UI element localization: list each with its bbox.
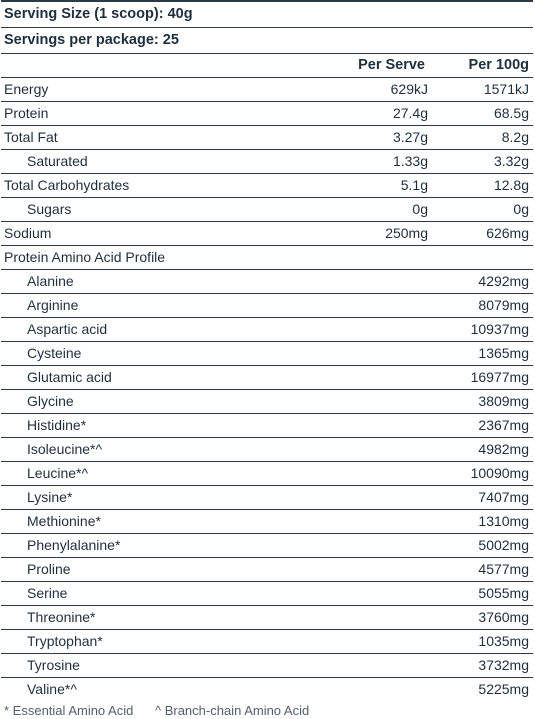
amino-acid-name: Proline <box>27 561 71 577</box>
nutrient-name: Sodium <box>4 225 52 241</box>
amino-acid-value: 4292mg <box>478 273 529 289</box>
amino-acid-name: Tyrosine <box>27 657 80 673</box>
amino-acid-row <box>1 438 533 462</box>
amino-acid-row <box>1 294 533 318</box>
per-100g-value: 1571kJ <box>483 81 529 97</box>
per-100g-value: 68.5g <box>493 105 529 121</box>
amino-acid-value: 5225mg <box>478 681 529 697</box>
nutrient-name: Energy <box>4 81 49 97</box>
amino-header-row <box>1 246 533 270</box>
amino-acid-value: 8079mg <box>478 297 529 313</box>
nutrient-row <box>1 198 533 222</box>
amino-acid-row <box>1 270 533 294</box>
amino-acid-value: 7407mg <box>478 489 529 505</box>
nutrient-name: Total Fat <box>4 129 58 145</box>
amino-acid-value: 10937mg <box>470 321 529 337</box>
amino-acid-value: 4982mg <box>478 441 529 457</box>
amino-acid-row <box>1 366 533 390</box>
amino-acid-name: Tryptophan* <box>27 633 103 649</box>
amino-acid-value: 5002mg <box>478 537 529 553</box>
nutrient-row <box>1 222 533 246</box>
amino-acid-row <box>1 390 533 414</box>
amino-acid-name: Leucine*^ <box>27 465 89 481</box>
per-serve-header: Per Serve <box>358 57 425 73</box>
servings-per-package-row <box>1 28 533 54</box>
amino-acid-value: 4577mg <box>478 561 529 577</box>
per-100g-value: 8.2g <box>501 129 529 145</box>
nutrient-row <box>1 126 533 150</box>
per-serve-value: 0g <box>412 201 428 217</box>
amino-acid-name: Glutamic acid <box>27 369 112 385</box>
amino-acid-row <box>1 654 533 678</box>
footnote-essential: * Essential Amino Acid <box>4 703 134 718</box>
nutrient-row <box>1 150 533 174</box>
amino-acid-value: 1035mg <box>478 633 529 649</box>
amino-acid-row <box>1 582 533 606</box>
per-serve-value: 250mg <box>385 225 428 241</box>
amino-acid-value: 3760mg <box>478 609 529 625</box>
amino-acid-value: 16977mg <box>470 369 529 385</box>
amino-acid-name: Aspartic acid <box>27 321 108 337</box>
amino-rows <box>1 270 533 701</box>
amino-acid-name: Arginine <box>27 297 79 313</box>
amino-acid-value: 1310mg <box>478 513 529 529</box>
amino-acid-value: 2367mg <box>478 417 529 433</box>
amino-acid-row <box>1 486 533 510</box>
amino-acid-row <box>1 558 533 582</box>
amino-acid-row <box>1 630 533 654</box>
amino-acid-value: 1365mg <box>478 345 529 361</box>
nutrition-panel <box>1 0 533 719</box>
per-100g-value: 626mg <box>486 225 529 241</box>
amino-acid-name: Alanine <box>27 273 74 289</box>
nutrient-row <box>1 102 533 126</box>
amino-acid-row <box>1 342 533 366</box>
amino-acid-name: Lysine* <box>27 489 73 505</box>
per-100g-header: Per 100g <box>468 57 529 73</box>
per-100g-value: 0g <box>513 201 529 217</box>
amino-acid-row <box>1 510 533 534</box>
nutrient-row <box>1 174 533 198</box>
nutrient-name: Total Carbohydrates <box>4 177 130 193</box>
amino-acid-value: 10090mg <box>470 465 529 481</box>
amino-acid-row <box>1 462 533 486</box>
servings-per-package-label: Servings per package: 25 <box>4 32 179 48</box>
per-serve-value: 5.1g <box>400 177 428 193</box>
nutrient-name: Protein <box>4 105 49 121</box>
amino-acid-row <box>1 678 533 701</box>
amino-acid-value: 3732mg <box>478 657 529 673</box>
nutrient-row <box>1 78 533 102</box>
amino-acid-row <box>1 606 533 630</box>
amino-header-label: Protein Amino Acid Profile <box>4 249 166 265</box>
per-serve-value: 629kJ <box>390 81 428 97</box>
per-100g-value: 12.8g <box>493 177 529 193</box>
amino-acid-value: 5055mg <box>478 585 529 601</box>
amino-acid-row <box>1 414 533 438</box>
per-serve-value: 27.4g <box>392 105 428 121</box>
amino-acid-name: Threonine* <box>27 609 96 625</box>
amino-acid-name: Isoleucine*^ <box>27 441 103 457</box>
per-serve-value: 1.33g <box>392 153 428 169</box>
column-header-row <box>1 54 533 78</box>
amino-acid-row <box>1 318 533 342</box>
nutrient-rows <box>1 78 533 246</box>
amino-acid-name: Methionine* <box>27 513 101 529</box>
amino-acid-row <box>1 534 533 558</box>
per-100g-value: 3.32g <box>493 153 529 169</box>
amino-acid-value: 3809mg <box>478 393 529 409</box>
amino-acid-name: Phenylalanine* <box>27 537 121 553</box>
serving-size-row <box>1 2 533 28</box>
footnotes <box>1 703 533 719</box>
per-serve-value: 3.27g <box>392 129 428 145</box>
amino-acid-name: Valine*^ <box>27 681 77 697</box>
amino-acid-name: Serine <box>27 585 68 601</box>
nutrient-name: Saturated <box>27 153 88 169</box>
nutrient-name: Sugars <box>27 201 72 217</box>
amino-acid-name: Histidine* <box>27 417 87 433</box>
amino-acid-name: Glycine <box>27 393 74 409</box>
serving-size-label: Serving Size (1 scoop): 40g <box>4 6 193 22</box>
amino-acid-name: Cysteine <box>27 345 82 361</box>
footnote-branch-chain: ^ Branch-chain Amino Acid <box>154 703 310 718</box>
